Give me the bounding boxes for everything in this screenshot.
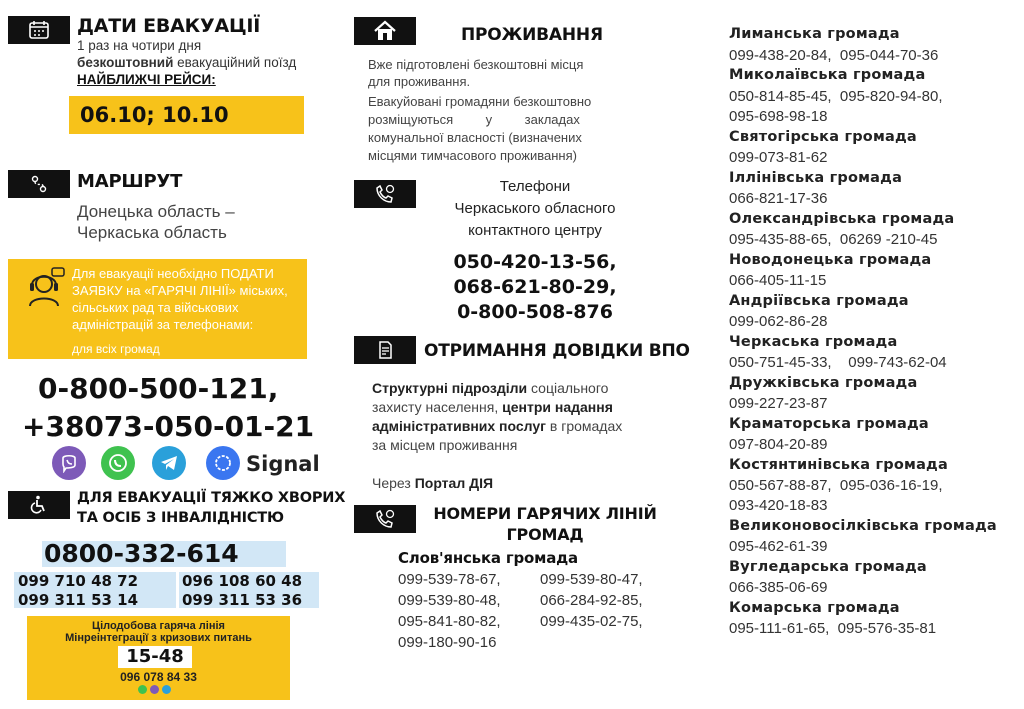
minreint-phone: 096 078 84 33 (120, 670, 197, 684)
disabled-phone-c: 099 311 53 14 (18, 591, 139, 609)
evac-dates-title: ДАТИ ЕВАКУАЦІЇ (77, 15, 261, 37)
housing-title: ПРОЖИВАННЯ (461, 25, 603, 45)
evac-dates-line1: 1 раз на чотири дня (77, 38, 202, 53)
main-phone-2: +38073-050-01-21 (22, 410, 315, 443)
cherkasy-phone-3: 0-800-508-876 (457, 301, 613, 323)
community-name: Вугледарська громада (729, 559, 927, 575)
slov-phone-6: 099-435-02-75, (540, 613, 643, 630)
disabled-phone-main: 0800-332-614 (44, 539, 239, 568)
mini-telegram-icon (162, 685, 171, 694)
community-phone: 095-435-88-65, 06269 -210-45 (729, 231, 938, 248)
slov-phone-5: 095-841-80-82, (398, 613, 501, 630)
evac-dates-value: 06.10; 10.10 (80, 103, 229, 127)
hotlines-title-1: НОМЕРИ ГАРЯЧИХ ЛІНІЙ (433, 504, 657, 523)
minreint-line1: Цілодобова гаряча лінія (92, 620, 225, 632)
slov-phone-2: 099-539-80-47, (540, 571, 643, 588)
disabled-phone-d: 099 311 53 36 (182, 591, 303, 609)
hotline-note: для всіх громад (72, 342, 160, 356)
housing-p1-l2: для проживання. (368, 74, 471, 89)
community-phone: 066-821-17-36 (729, 190, 828, 207)
vpo-portal-pre: Через (372, 475, 415, 491)
vpo-line3 (372, 418, 622, 434)
vpo-social: соціального (527, 380, 609, 396)
evac-dates-nearest: НАЙБЛИЖЧІ РЕЙСИ: (77, 72, 216, 87)
community-name: Лиманська громада (729, 26, 900, 42)
disabled-phone-b: 096 108 60 48 (182, 572, 303, 590)
phone-icon (374, 184, 396, 204)
community-phone: 095-111-61-65, 095-576-35-81 (729, 620, 937, 637)
phone-hotline-icon (374, 509, 396, 529)
viber-icon (52, 446, 86, 480)
calendar-icon-box (8, 16, 70, 44)
vpo-line2 (372, 399, 613, 415)
housing-p1-l1: Вже підготовлені безкоштовні місця (368, 57, 584, 72)
calendar-icon (28, 20, 50, 40)
community-phone: 099-227-23-87 (729, 395, 828, 412)
housing-p2-l3: комунальної власності (визначених (368, 130, 582, 145)
hotlines-title-2: ГРОМАД (506, 525, 584, 544)
cherkasy-title-1: Телефони (499, 178, 571, 195)
route-line2: Черкаська область (77, 223, 227, 242)
community-name: Комарська громада (729, 600, 900, 616)
evac-dates-free: безкоштовний (77, 55, 174, 70)
disabled-phone-a: 099 710 48 72 (18, 572, 139, 590)
cherkasy-title-2: Черкаського обласного (454, 200, 616, 217)
minreint-short: 15-48 (126, 646, 184, 667)
community-phone: 050-814-85-45, 095-820-94-80, (729, 88, 943, 105)
vpo-line4: за місцем проживання (372, 437, 518, 453)
minreint-messenger-icons (138, 685, 178, 695)
route-icon-box (8, 170, 70, 198)
community-phone: 050-751-45-33, 099-743-62-04 (729, 354, 947, 371)
slov-phone-4: 066-284-92-85, (540, 592, 643, 609)
main-phone-1: 0-800-500-121, (38, 372, 279, 405)
minreint-line2: Мінреінтеграції з кризових питань (65, 632, 252, 644)
community-name: Костянтинівська громада (729, 457, 948, 473)
slov-phone-3: 099-539-80-48, (398, 592, 501, 609)
vpo-centers: центри надання (502, 399, 613, 415)
community-name: Миколаївська громада (729, 67, 926, 83)
cherkasy-phone-2: 068-621-80-29, (453, 276, 617, 298)
house-icon-box (354, 17, 416, 45)
hotline-line2: ЗАЯВКУ на «ГАРЯЧІ ЛІНІЇ» міських, (72, 283, 288, 298)
community-phone: 097-804-20-89 (729, 436, 828, 453)
vpo-communities: в громадах (546, 418, 623, 434)
vpo-line1 (372, 380, 608, 396)
community-name: Краматорська громада (729, 416, 929, 432)
operator-icon (22, 266, 66, 310)
vpo-portal-name: Портал ДІЯ (414, 475, 494, 491)
mini-viber-icon (150, 685, 159, 694)
disabled-title-2: ТА ОСІБ З ІНВАЛІДНІСТЮ (77, 510, 284, 526)
evac-dates-line2 (77, 55, 296, 71)
community-phone: 099-073-81-62 (729, 149, 828, 166)
wheelchair-icon-box (8, 491, 70, 519)
house-icon (373, 20, 397, 42)
slov-phone-1: 099-539-78-67, (398, 571, 501, 588)
evac-dates-train: евакуаційний поїзд (173, 55, 297, 70)
community-name: Великоновосілківська громада (729, 518, 997, 534)
community-phone: 066-405-11-15 (729, 272, 827, 289)
community-phone: 095-698-98-18 (729, 108, 828, 125)
signal-label: Signal (246, 452, 320, 476)
signal-icon (206, 446, 240, 480)
vpo-structural: Структурні підрозділи (372, 380, 528, 396)
community-name: Черкаська громада (729, 334, 898, 350)
hotline-line1: Для евакуації необхідно ПОДАТИ (72, 266, 274, 281)
wheelchair-icon (29, 495, 49, 515)
community-phone: 093-420-18-83 (729, 497, 828, 514)
route-line1: Донецька область – (77, 202, 235, 221)
community-name: Новодонецька громада (729, 252, 932, 268)
community-name: Андріївська громада (729, 293, 909, 309)
vpo-protection: захисту населення, (372, 399, 503, 415)
slov-phone-7: 099-180-90-16 (398, 634, 497, 651)
community-phone: 099-438-20-84, 095-044-70-36 (729, 47, 939, 64)
document-icon-box (354, 336, 416, 364)
community-name: Святогірська громада (729, 129, 917, 145)
housing-p2-l1: Евакуйовані громадяни безкоштовно (368, 94, 592, 109)
community-name: Олександрівська громада (729, 211, 955, 227)
community-name: Іллінівська громада (729, 170, 903, 186)
vpo-title: ОТРИМАННЯ ДОВІДКИ ВПО (424, 341, 690, 361)
mini-whatsapp-icon (138, 685, 147, 694)
hotline-line4: адміністрацій за телефонами: (72, 317, 254, 332)
housing-p2-l4: місцями тимчасового проживання) (368, 148, 577, 163)
hotline-line3: сільських рад та військових (72, 300, 239, 315)
cherkasy-title-3: контактного центру (468, 222, 602, 239)
disabled-title-1: ДЛЯ ЕВАКУАЦІЇ ТЯЖКО ХВОРИХ (77, 490, 346, 506)
phone-icon-box-2 (354, 505, 416, 533)
route-title: МАРШРУТ (77, 171, 183, 192)
community-phone: 050-567-88-87, 095-036-16-19, (729, 477, 943, 494)
community-phone: 095-462-61-39 (729, 538, 828, 555)
slov-name: Слов'янська громада (398, 549, 578, 567)
phone-icon-box-1 (354, 180, 416, 208)
housing-p2-l2: розміщуються у закладах (368, 112, 580, 127)
document-icon (375, 340, 395, 360)
telegram-icon (152, 446, 186, 480)
community-phone: 099-062-86-28 (729, 313, 828, 330)
route-icon (29, 174, 49, 194)
vpo-admin: адміністративних послуг (372, 418, 546, 434)
community-name: Дружківська громада (729, 375, 918, 391)
community-phone: 066-385-06-69 (729, 579, 828, 596)
cherkasy-phone-1: 050-420-13-56, (453, 251, 617, 273)
vpo-portal (372, 475, 493, 491)
whatsapp-icon (101, 446, 135, 480)
